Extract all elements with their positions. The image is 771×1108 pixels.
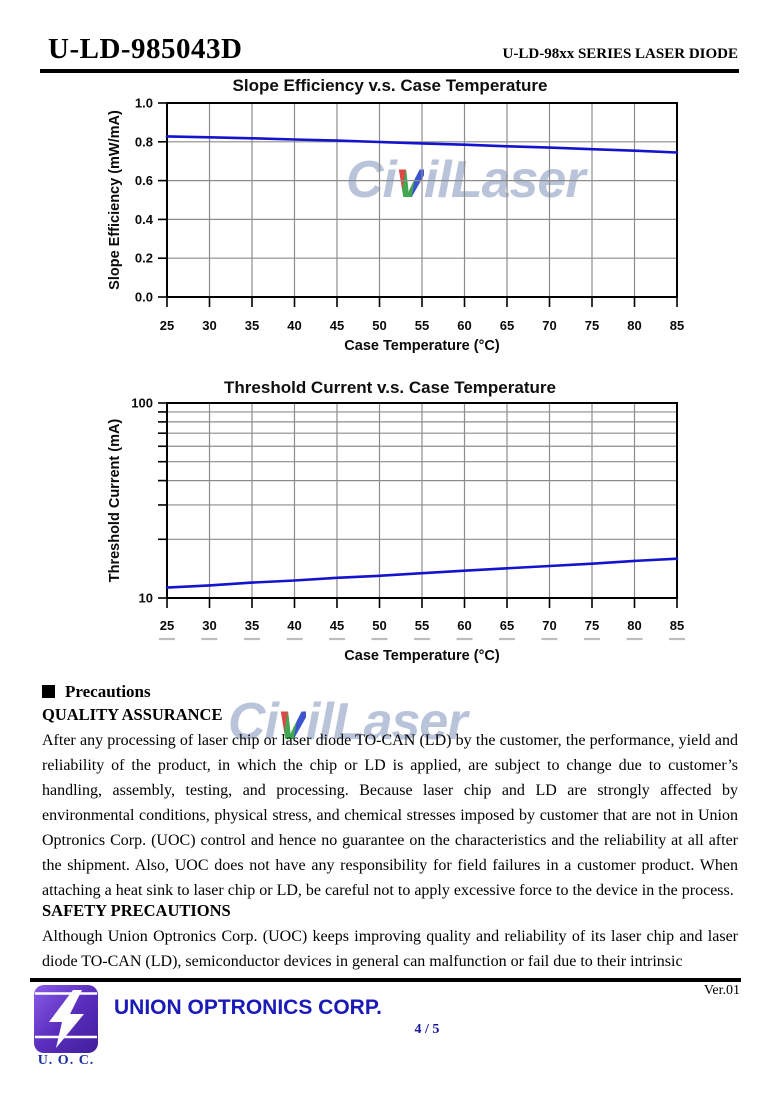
x-tick-label: 85 xyxy=(669,618,685,633)
x-tick-label: 30 xyxy=(202,318,217,333)
x-tick-label: 75 xyxy=(584,318,600,333)
slope-efficiency-chart xyxy=(40,72,740,362)
x-tick-label: 60 xyxy=(457,318,472,333)
x-tick-label: 75 xyxy=(584,618,600,633)
precautions-heading-label: Precautions xyxy=(65,682,151,701)
chart-title: Threshold Current v.s. Case Temperature xyxy=(224,378,556,397)
x-tick-label: 70 xyxy=(542,618,557,633)
footer-divider xyxy=(30,978,741,982)
x-tick-label: 25 xyxy=(159,318,175,333)
x-tick-label: 35 xyxy=(244,318,260,333)
safety-precautions-heading: SAFETY PRECAUTIONS xyxy=(42,901,231,920)
y-tick-label: 100 xyxy=(131,395,153,411)
chart-title: Slope Efficiency v.s. Case Temperature xyxy=(232,76,548,95)
x-axis-title: Case Temperature (°C) xyxy=(344,338,500,354)
x-tick-label: 50 xyxy=(372,318,387,333)
y-tick-label: 0.6 xyxy=(134,173,153,189)
y-tick-label: 1.0 xyxy=(134,95,153,111)
uoc-logo xyxy=(33,984,99,1054)
x-tick-label: 35 xyxy=(244,618,260,633)
watermark-text: Ci xyxy=(346,151,396,209)
y-tick-label: 0.4 xyxy=(134,211,153,227)
watermark-accent-letter: v xyxy=(396,151,424,209)
x-tick-label: 45 xyxy=(329,318,345,333)
x-tick-label: 40 xyxy=(287,618,302,633)
watermark-text: Ci xyxy=(228,693,278,751)
y-tick-label: 0.2 xyxy=(134,250,153,266)
x-tick-label: 45 xyxy=(329,618,345,633)
threshold-current-chart xyxy=(40,368,740,680)
header-series-label: U-LD-98xx SERIES LASER DIODE xyxy=(502,46,738,62)
x-tick-label: 80 xyxy=(627,318,642,333)
watermark-text: ilLaser xyxy=(305,693,467,751)
x-tick-label: 25 xyxy=(159,618,175,633)
quality-assurance-heading: QUALITY ASSURANCE xyxy=(42,705,223,724)
x-axis-title: Case Temperature (°C) xyxy=(344,648,500,664)
watermark-text: ilLaser xyxy=(423,151,585,209)
precautions-heading xyxy=(42,682,738,702)
page-number: 4 / 5 xyxy=(414,1022,440,1037)
version-label: Ver.01 xyxy=(703,983,740,998)
quality-assurance-paragraph: After any processing of laser chip or laser diode TO-CAN (LD) by the customer, the performance, yield and reliability of the product, in which the chip or LD is applied, are subject to change due to customer’s handling, assembly, testing, and processing. Because laser chip and LD are strongly affected by environmental conditions, physical stress, and chemical stresses imposed by customer that are not in Union Optronics Corp. (UOC) control and hence no guarantee on the characteristics and the reliability at all after the shipment. Also, UOC does not have any responsibility for field failures in a customer product. When attaching a heat sink to laser chip or LD, be careful not to apply excessive force to the device in the process. xyxy=(42,732,738,899)
y-tick-label: 0.0 xyxy=(134,289,153,305)
x-tick-label: 80 xyxy=(627,618,642,633)
x-tick-label: 30 xyxy=(202,618,217,633)
y-tick-label: 0.8 xyxy=(134,134,153,150)
y-axis-title: Slope Efficiency (mW/mA) xyxy=(107,110,123,290)
company-name: UNION OPTRONICS CORP. xyxy=(114,996,382,1019)
safety-precautions-paragraph: Although Union Optronics Corp. (UOC) keeps improving quality and reliability of its laser chip and laser diode TO-CAN (LD), semiconductor devices in general can malfunction or fail due to their intrinsic xyxy=(42,928,738,970)
x-tick-label: 70 xyxy=(542,318,557,333)
x-tick-label: 65 xyxy=(499,318,515,333)
square-bullet-icon xyxy=(42,685,55,698)
x-tick-label: 65 xyxy=(499,618,515,633)
y-axis-title: Threshold Current (mA) xyxy=(107,418,123,583)
x-tick-label: 40 xyxy=(287,318,302,333)
page-title: U-LD-985043D xyxy=(48,33,243,65)
y-tick-label: 10 xyxy=(138,590,153,606)
logo-caption: U. O. C. xyxy=(37,1053,95,1068)
x-tick-label: 50 xyxy=(372,618,387,633)
x-tick-label: 55 xyxy=(414,318,430,333)
watermark-accent-letter: v xyxy=(278,693,306,751)
x-tick-label: 60 xyxy=(457,618,472,633)
x-tick-label: 85 xyxy=(669,318,685,333)
x-tick-label: 55 xyxy=(414,618,430,633)
